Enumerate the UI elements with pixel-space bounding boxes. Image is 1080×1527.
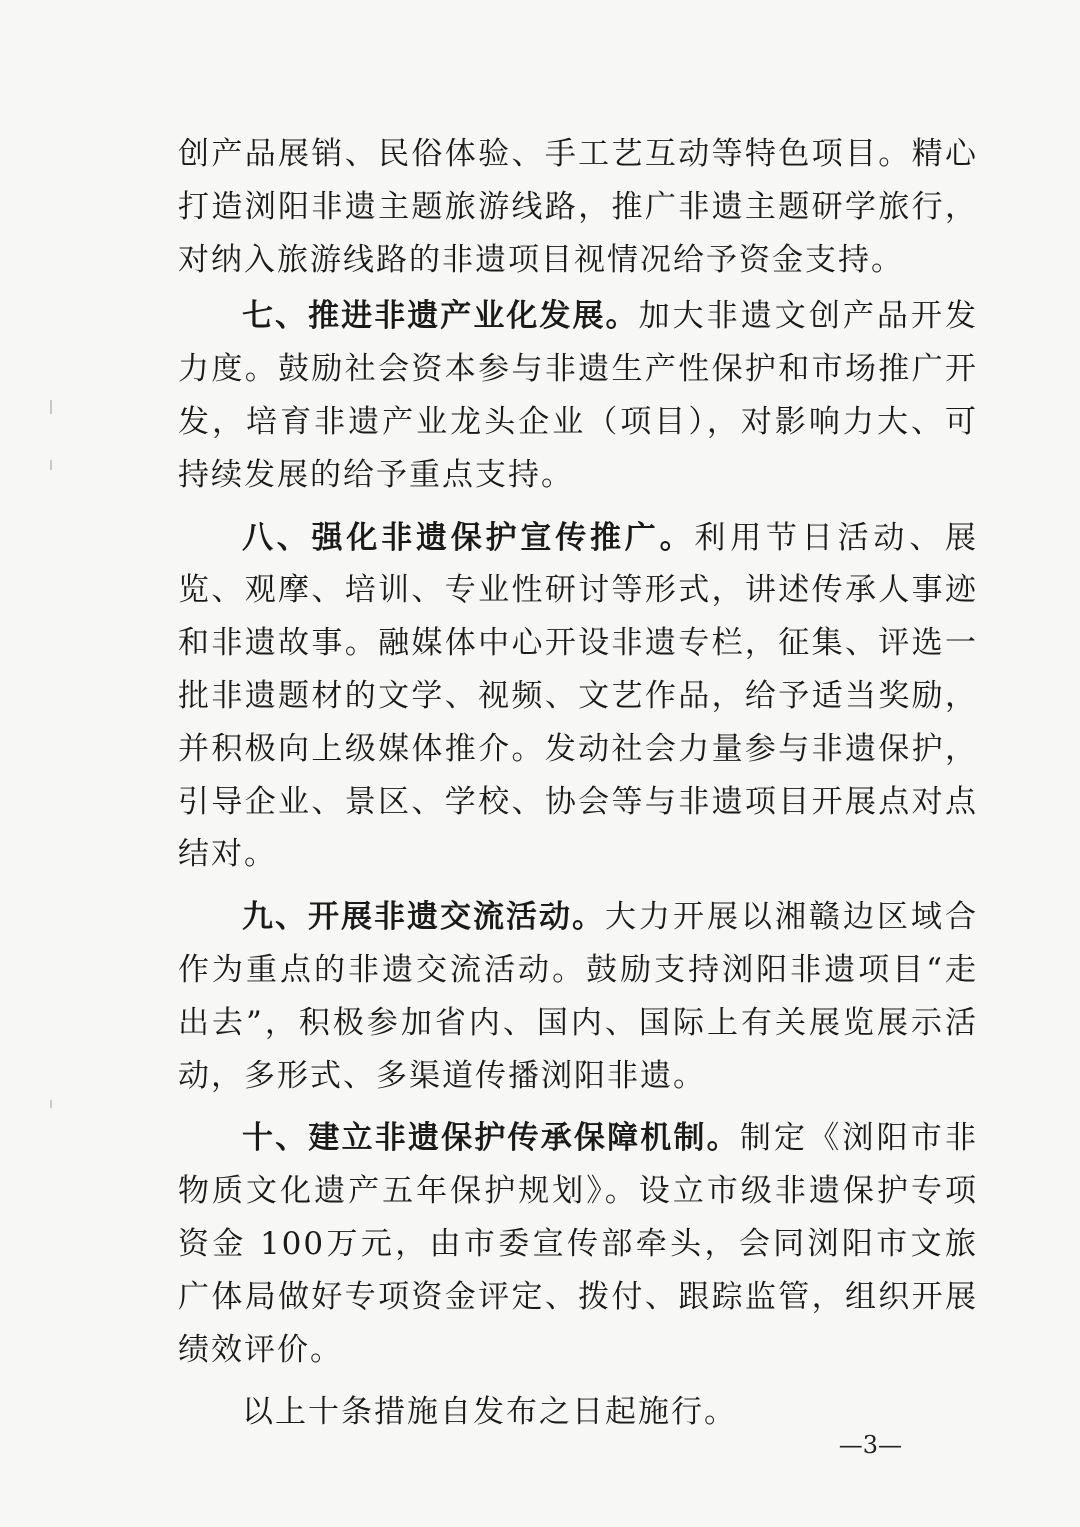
paragraph-measure-8 [178, 512, 978, 882]
paragraph-heading: 八、强化非遗保护宣传推广。 [242, 519, 695, 556]
paragraph-text: 创产品展销、民俗体验、手工艺互动等特色项目。精心打造浏阳非遗主题旅游线路，推广非遗主题研学旅行，对纳入旅游线路的非遗项目视情况给予资金支持。 [178, 136, 978, 278]
paragraph-heading: 十、建立非遗保护传承保障机制。 [242, 1120, 740, 1157]
paragraph-text: 利用节日活动、展览、观摩、培训、专业性研讨等形式，讲述传承人事迹和非遗故事。融媒体中心开设非遗专栏，征集、评选一批非遗题材的文学、视频、文艺作品，给予适当奖励，并积极向上级媒体推介。发动社会力量参与非遗保护，引导企业、景区、学校、协会等与非遗项目开展点对点结对。 [178, 519, 979, 873]
paragraph-measure-10 [178, 1112, 978, 1376]
paragraph-measure-9 [178, 891, 978, 1102]
scan-artifact [50, 1100, 52, 1108]
paragraph-continuation [178, 128, 978, 286]
paragraph-heading: 七、推进非遗产业化发展。 [242, 298, 639, 335]
paragraph-text: 加大非遗文创产品开发力度。鼓励社会资本参与非遗生产性保护和市场推广开发，培育非遗产业龙头企业（项目），对影响力大、可持续发展的给予重点支持。 [178, 298, 979, 493]
document-body [178, 128, 978, 1449]
scan-artifact [50, 400, 52, 414]
paragraph-text: 大力开展以湘赣边区域合作为重点的非遗交流活动。鼓励支持浏阳非遗项目“走出去”，积极参加省内、国内、国际上有关展览展示活动，多形式、多渠道传播浏阳非遗。 [178, 899, 978, 1094]
paragraph-measure-7 [178, 290, 978, 501]
paragraph-text: 以上十条措施自发布之日起施行。 [242, 1394, 737, 1431]
page-number: —3— [838, 1431, 902, 1459]
paragraph-text: 制定《浏阳市非物质文化遗产五年保护规划》。设立市级非遗保护专项资金 100万元，由市委宣传部牵头，会同浏阳市文旅广体局做好专项资金评定、拨付、跟踪监管，组织开展绩效评价。 [178, 1120, 979, 1368]
scan-artifact [50, 460, 52, 470]
paragraph-heading: 九、开展非遗交流活动。 [242, 899, 605, 936]
